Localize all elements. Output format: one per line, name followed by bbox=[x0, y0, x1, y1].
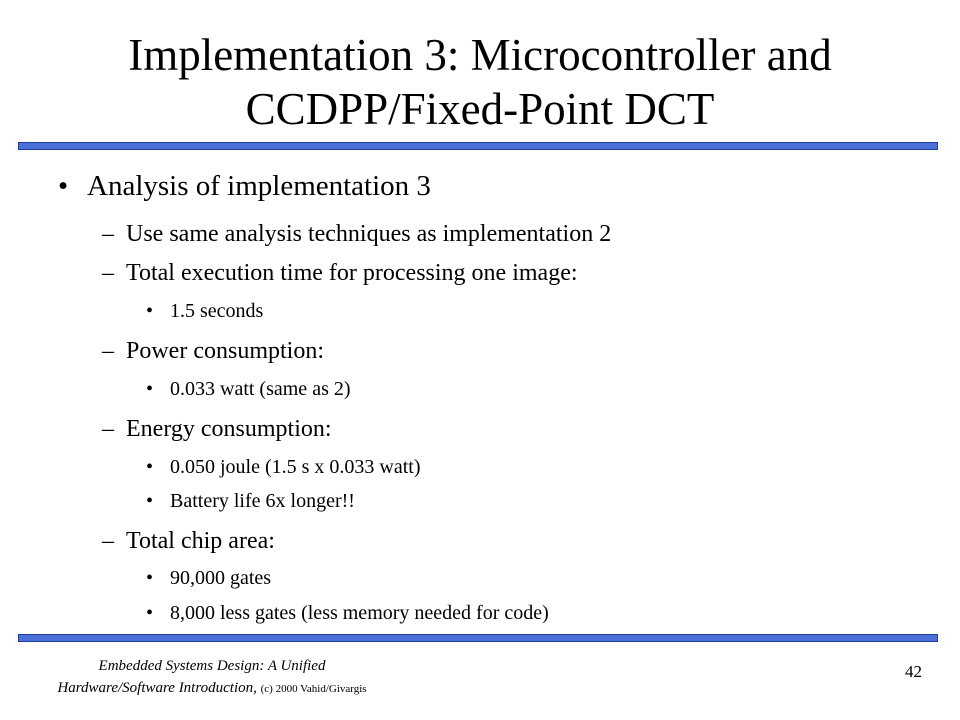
detail-bullet-text: Battery life 6x longer!! bbox=[170, 490, 355, 512]
detail-bullet-text: 90,000 gates bbox=[170, 567, 272, 589]
detail-bullet-text: 0.050 joule (1.5 s x 0.033 watt) bbox=[170, 456, 421, 478]
sub-bullet-text: Power consumption: bbox=[126, 338, 324, 364]
bullet-text: Analysis of implementation 3 bbox=[87, 170, 431, 202]
slide-title-line-1: Implementation 3: Microcontroller and bbox=[128, 30, 832, 80]
detail-bullet-text: 0.033 watt (same as 2) bbox=[170, 378, 351, 400]
dash-marker: – bbox=[102, 528, 114, 554]
bullet-marker: • bbox=[58, 170, 69, 202]
dash-marker: – bbox=[102, 221, 114, 247]
slide-title bbox=[0, 28, 960, 136]
sub-bullet-text: Energy consumption: bbox=[126, 416, 332, 442]
footer-line-2 bbox=[22, 677, 402, 700]
footer-book-subtitle: Hardware/Software Introduction, bbox=[57, 680, 257, 696]
bottom-divider-bar bbox=[18, 634, 938, 642]
top-divider-bar bbox=[18, 142, 938, 150]
detail-bullet-text: 8,000 less gates (less memory needed for code) bbox=[170, 602, 549, 624]
page-number: 42 bbox=[905, 662, 922, 681]
dash-marker: – bbox=[102, 260, 114, 286]
detail-bullet-text: 1.5 seconds bbox=[170, 300, 264, 322]
footer-citation bbox=[22, 655, 402, 700]
bullet-marker: • bbox=[146, 567, 154, 589]
sub-bullet-text: Total execution time for processing one image: bbox=[126, 260, 578, 286]
slide-title-line-2: CCDPP/Fixed-Point DCT bbox=[245, 84, 715, 134]
bullet-marker: • bbox=[146, 300, 154, 322]
bullet-marker: • bbox=[146, 456, 154, 478]
footer-copyright: (c) 2000 Vahid/Givargis bbox=[260, 683, 367, 695]
bullet-marker: • bbox=[146, 602, 154, 624]
footer-line-1: Embedded Systems Design: A Unified bbox=[98, 658, 326, 674]
dash-marker: – bbox=[102, 416, 114, 442]
sub-bullet-text: Use same analysis techniques as implementation 2 bbox=[126, 221, 612, 247]
bullet-marker: • bbox=[146, 490, 154, 512]
dash-marker: – bbox=[102, 338, 114, 364]
bullet-marker: • bbox=[146, 378, 154, 400]
sub-bullet-text: Total chip area: bbox=[126, 528, 275, 554]
